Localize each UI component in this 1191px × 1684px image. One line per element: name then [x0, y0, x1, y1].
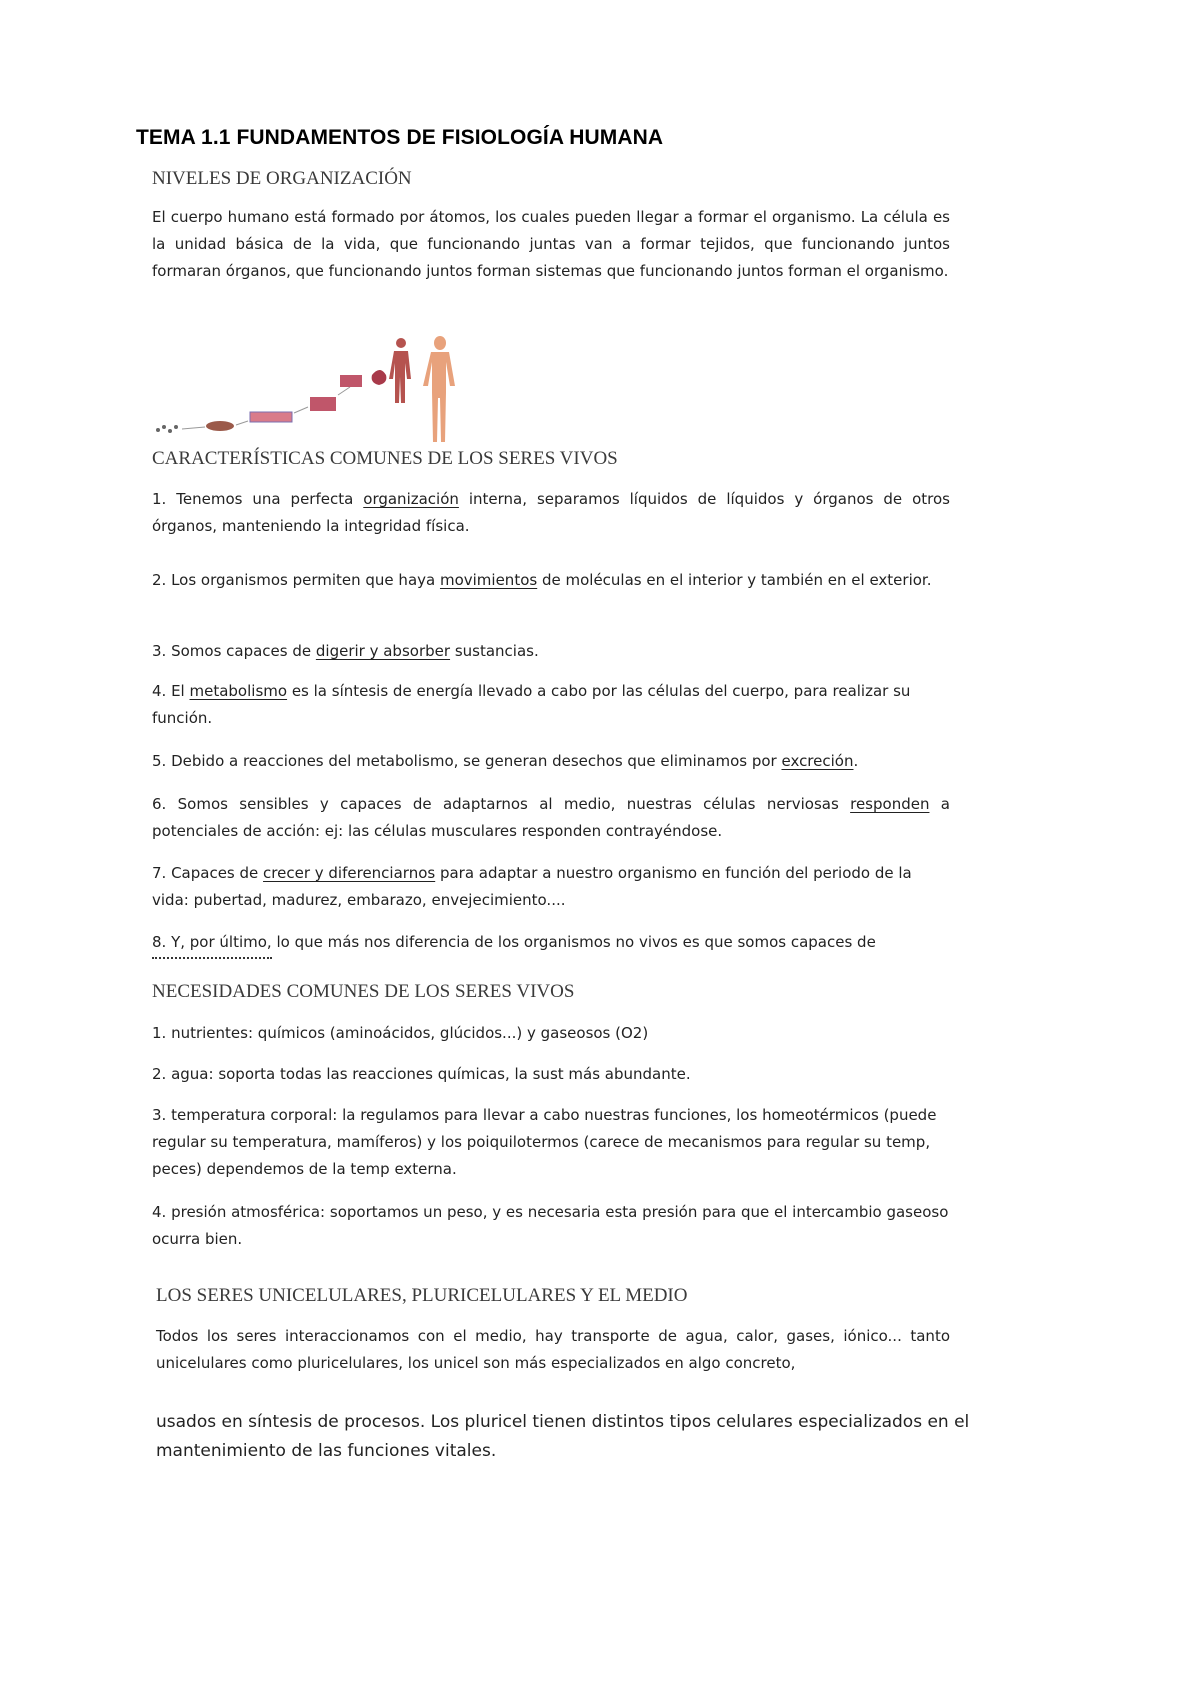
keyword-underlined: responden	[850, 795, 930, 813]
cell-icon	[206, 421, 234, 431]
keyword-underlined: crecer y diferenciarnos	[263, 864, 436, 882]
necesidad-item: 1. nutrientes: químicos (aminoácidos, glúcidos...) y gaseosos (O2)	[152, 1024, 649, 1042]
organ-system-figure-icon	[389, 338, 411, 403]
tissue-block-icon	[310, 397, 336, 411]
human-body-icon	[423, 336, 455, 442]
tissue-icon	[250, 412, 292, 422]
keyword-underlined: movimientos	[439, 571, 538, 589]
keyword-underlined: organización	[363, 490, 459, 508]
seres-paragraph-2: usados en síntesis de procesos. Los pluricel tienen distintos tipos celulares especializados en el mantenimiento de las funciones vitales.	[156, 1412, 970, 1461]
page-title: TEMA 1.1 FUNDAMENTOS DE FISIOLOGÍA HUMANA	[136, 126, 664, 149]
caracteristica-item: 7. Capaces de crecer y diferenciarnos para adaptar a nuestro organismo en función del periodo de la vida: pubertad, madurez, embarazo, envejecimiento....	[152, 864, 912, 909]
caracteristica-item: 3. Somos capaces de digerir y absorber sustancias.	[152, 642, 539, 660]
necesidad-item: 2. agua: soporta todas las reacciones químicas, la sust más abundante.	[152, 1065, 691, 1083]
section-heading-seres: LOS SERES UNICELULARES, PLURICELULARES Y EL MEDIO	[156, 1285, 688, 1306]
keyword-underlined: excreción	[781, 752, 854, 770]
organization-levels-illustration	[150, 335, 480, 450]
niveles-paragraph: El cuerpo humano está formado por átomos, los cuales pueden llegar a formar el organismo. La célula es la unidad básica de la vida, que funcionando juntas van a formar tejidos, que funcionando juntos formaran órganos, que funcionando juntos forman sistemas que funcionando juntos forman el organismo.	[152, 208, 950, 280]
cropped-text-line	[152, 957, 272, 961]
necesidad-item: 3. temperatura corporal: la regulamos para llevar a cabo nuestras funciones, los homeotérmicos (puede regular su temperatura, mamíferos) y los poiquilotermos (carece de mecanismos para regular su temp, peces) dependemos de la temp externa.	[152, 1106, 937, 1178]
section-heading-caracteristicas: CARACTERÍSTICAS COMUNES DE LOS SERES VIVOS	[152, 448, 618, 469]
keyword-underlined: metabolismo	[189, 682, 288, 700]
caracteristica-item: 5. Debido a reacciones del metabolismo, se generan desechos que eliminamos por excreción.	[152, 752, 859, 770]
atoms-icon	[156, 425, 178, 433]
organ-sample-icon	[340, 375, 362, 387]
section-heading-necesidades: NECESIDADES COMUNES DE LOS SERES VIVOS	[152, 981, 575, 1002]
keyword-underlined: digerir y absorber	[315, 642, 451, 660]
seres-paragraph-1: Todos los seres interaccionamos con el medio, hay transporte de agua, calor, gases, iónico... tanto unicelulares como pluricelulares, los unicel son más especializados en algo concreto,	[156, 1327, 950, 1372]
caracteristica-item: 4. El metabolismo es la síntesis de energía llevado a cabo por las células del cuerpo, para realizar su función.	[152, 682, 911, 727]
caracteristica-item: 1. Tenemos una perfecta organización interna, separamos líquidos de líquidos y órganos de otros órganos, manteniendo la integridad física.	[152, 490, 950, 535]
caracteristica-item: 2. Los organismos permiten que haya movimientos de moléculas en el interior y también en el exterior.	[152, 571, 932, 589]
section-heading-niveles: NIVELES DE ORGANIZACIÓN	[152, 168, 412, 189]
caracteristica-item: 8. Y, por último, lo que más nos diferencia de los organismos no vivos es que somos capaces de	[152, 933, 876, 951]
necesidad-item: 4. presión atmosférica: soportamos un peso, y es necesaria esta presión para que el intercambio gaseoso ocurra bien.	[152, 1203, 949, 1248]
organ-icon	[372, 370, 387, 385]
caracteristica-item: 6. Somos sensibles y capaces de adaptarnos al medio, nuestras células nerviosas responden a potenciales de acción: ej: las células musculares responden contrayéndose.	[152, 795, 950, 840]
